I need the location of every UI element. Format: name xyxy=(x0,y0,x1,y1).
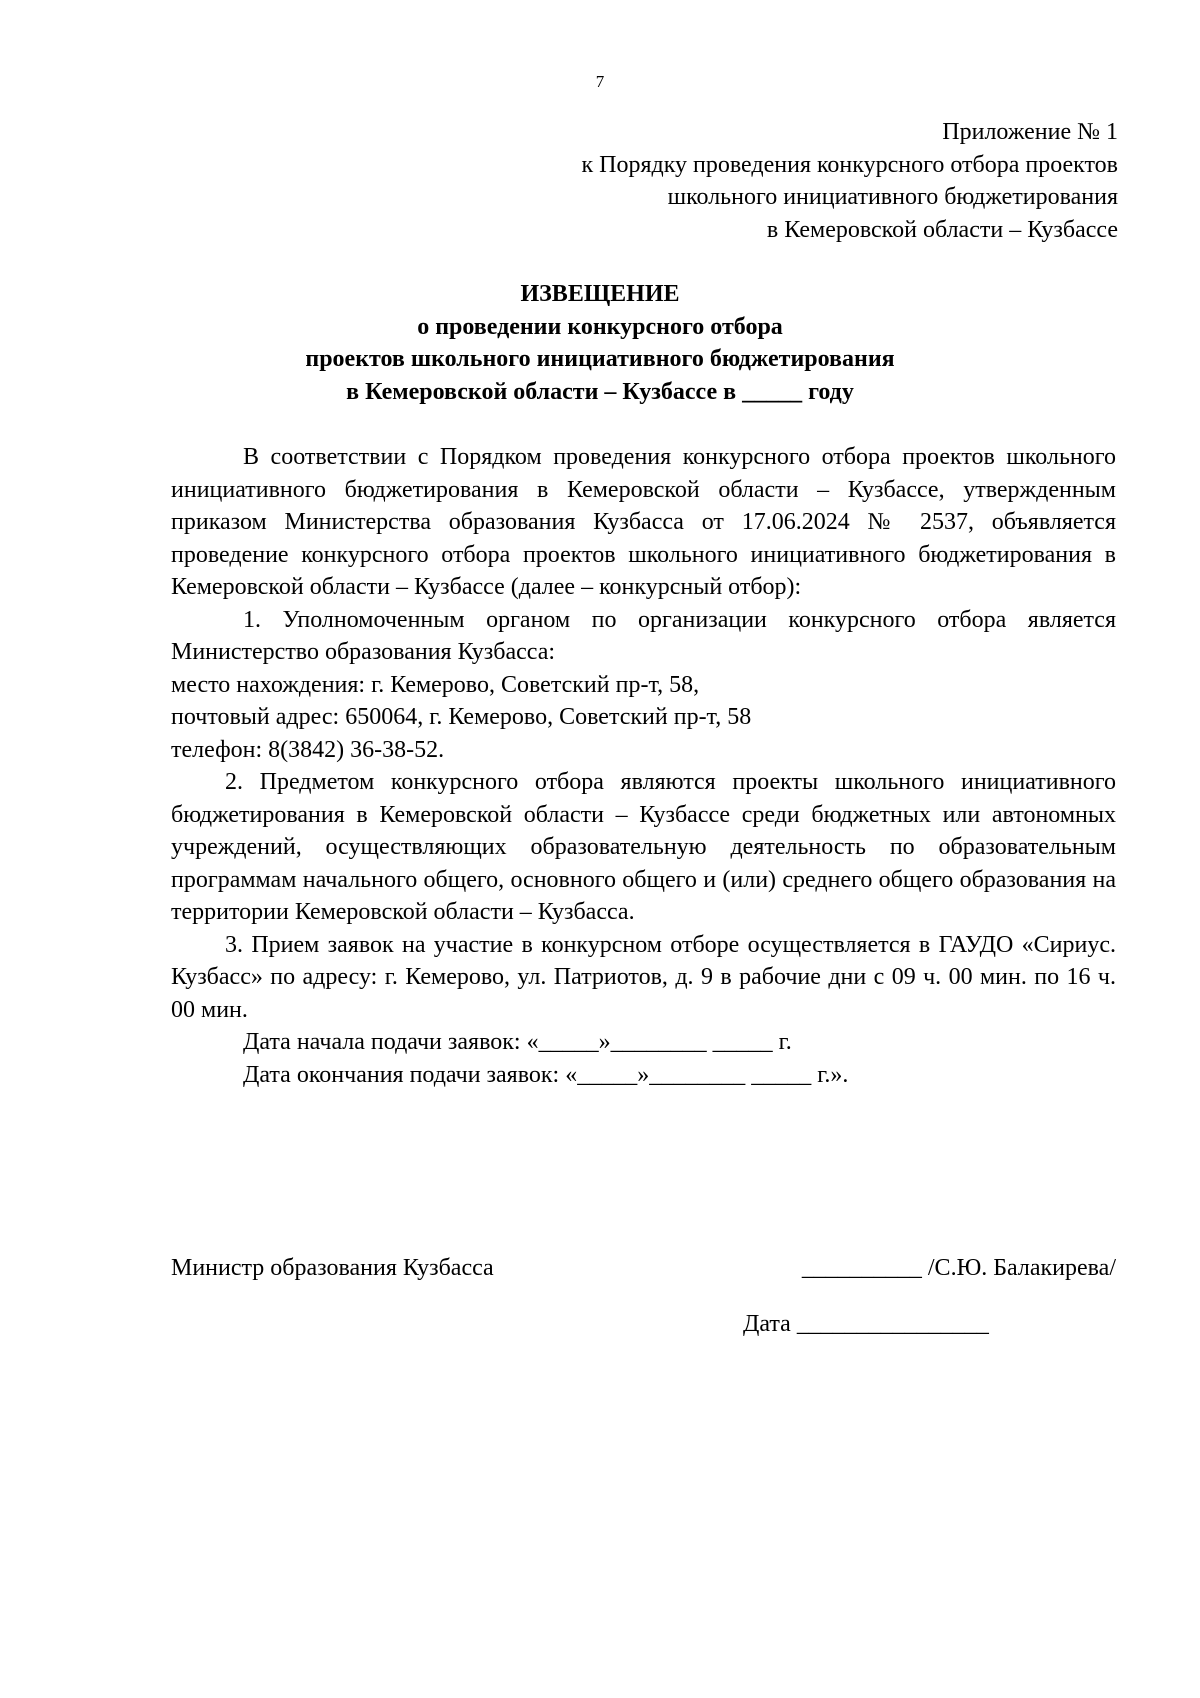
title-line: о проведении конкурсного отбора xyxy=(417,313,783,340)
appendix-line: в Кемеровской области – Кузбассе xyxy=(766,216,1118,243)
signature-date: Дата ________________ xyxy=(743,1311,989,1337)
end-date-line: Дата окончания подачи заявок: «_____»________ _____ г.». xyxy=(243,1061,849,1088)
signatory-position: Министр образования Кузбасса xyxy=(171,1255,494,1281)
start-date-line: Дата начала подачи заявок: «_____»________ _____ г. xyxy=(243,1029,792,1055)
item-1-paragraph: 1. Уполномоченным органом по организации конкурсного отбора является Министерство образования Кузбасса: xyxy=(171,606,1116,665)
phone-line: телефон: 8(3842) 36-38-52. xyxy=(171,736,445,763)
appendix-line: школьного инициативного бюджетирования xyxy=(667,184,1118,210)
document-title xyxy=(0,278,1200,408)
signatory-name: __________ /С.Ю. Балакирева/ xyxy=(801,1255,1116,1281)
title-heading: ИЗВЕЩЕНИЕ xyxy=(520,281,680,307)
title-line: в Кемеровской области – Кузбассе в _____ году xyxy=(346,378,854,405)
location-line: место нахождения: г. Кемерово, Советский пр-т, 58, xyxy=(171,671,700,698)
appendix-line: Приложение № 1 xyxy=(942,119,1118,145)
appendix-line: к Порядку проведения конкурсного отбора проектов xyxy=(581,151,1118,178)
item-3-paragraph: 3. Прием заявок на участие в конкурсном отборе осуществляется в ГАУДО «Сириус. Кузбасс» по адресу: г. Кемерово, ул. Патриотов, д. 9 в рабочие дни с 09 ч. 00 мин. по 16 ч. 00 мин. xyxy=(171,931,1116,1023)
intro-paragraph: В соответствии с Порядком проведения конкурсного отбора проектов школьного инициативного бюджетирования в Кемеровской области – Кузбассе, утвержденным приказом Министерства образования Кузбасса от 17.06.2024 № 2537, объявляется проведение конкурсного отбора проектов школьного инициативного бюджетирования в Кемеровской области – Кузбассе (далее – конкурсный отбор): xyxy=(171,444,1116,600)
postal-address-line: почтовый адрес: 650064, г. Кемерово, Советский пр-т, 58 xyxy=(171,704,752,730)
document-body xyxy=(171,441,1116,1091)
item-2-paragraph: 2. Предметом конкурсного отбора являются проекты школьного инициативного бюджетирования в Кемеровской области – Кузбассе среди бюджетных или автономных учреждений, осуществляющих образовательную деятельность по образовательным программам начального общего, основного общего и (или) среднего общего образования на территории Кемеровской области – Кузбасса. xyxy=(171,769,1116,925)
appendix-reference xyxy=(218,116,1118,246)
title-line: проектов школьного инициативного бюджетирования xyxy=(305,346,895,372)
page-number: 7 xyxy=(595,72,605,91)
